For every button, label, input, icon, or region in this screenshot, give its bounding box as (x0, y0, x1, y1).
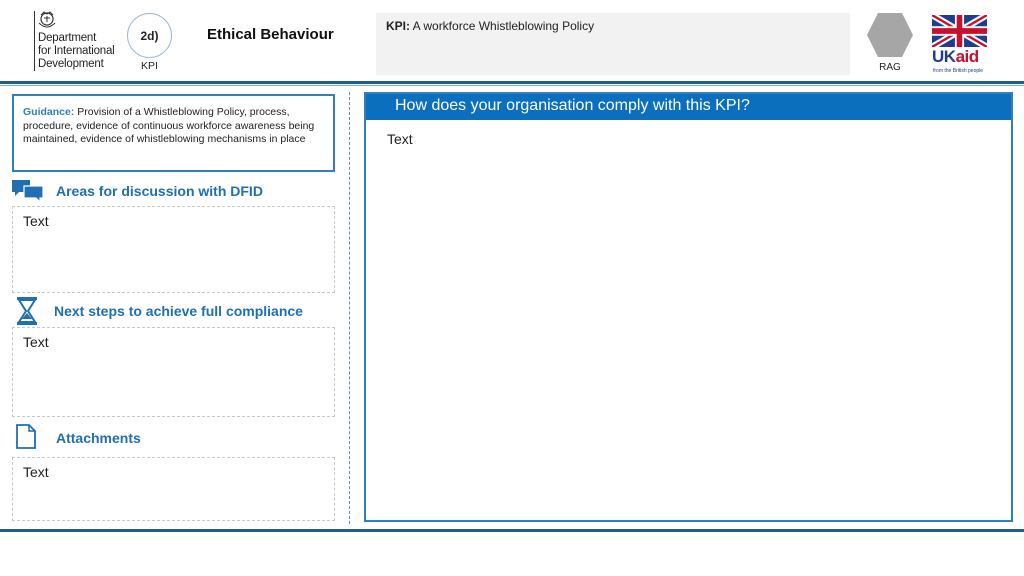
ukaid-logo (932, 15, 988, 77)
attachments-text-box[interactable] (12, 457, 335, 521)
attachments-heading: Attachments (56, 430, 141, 446)
speech-bubbles-icon (11, 179, 44, 203)
kpi-prefix: KPI: (386, 19, 410, 33)
header-divider-thin (0, 85, 1024, 86)
discussion-text-box[interactable] (12, 206, 335, 293)
compliance-panel[interactable] (364, 92, 1013, 522)
ukaid-uk: UK (932, 47, 956, 66)
logo-rule (34, 11, 35, 71)
hourglass-icon (16, 297, 38, 325)
dfid-logo (34, 11, 126, 73)
department-line-3: Development (38, 58, 104, 70)
department-name (38, 32, 115, 71)
page-title: Ethical Behaviour (207, 26, 334, 43)
ukaid-aid: aid (955, 47, 979, 66)
next-steps-text-box[interactable] (12, 327, 335, 417)
guidance-text: Provision of a Whistleblowing Policy, process, procedure, evidence of continuous workforce awareness being maintained, evidence of whistleblowing mechanisms in place (23, 106, 315, 145)
column-divider (349, 92, 350, 524)
compliance-text: Text (387, 131, 413, 147)
header-divider (0, 81, 1024, 84)
discussion-text: Text (23, 213, 49, 229)
department-line-2: for International (38, 45, 115, 57)
kpi-text: A workforce Whistleblowing Policy (412, 19, 595, 33)
kpi-number-badge: 2d) (127, 13, 172, 58)
next-steps-heading: Next steps to achieve full compliance (54, 303, 303, 319)
discussion-heading: Areas for discussion with DFID (56, 183, 263, 199)
attachments-text: Text (23, 464, 49, 480)
union-flag-icon (932, 15, 987, 47)
rag-status-hexagon[interactable] (866, 12, 914, 58)
department-line-1: Department (38, 32, 97, 44)
footer-divider (0, 529, 1024, 532)
kpi-description-box (376, 13, 850, 75)
ukaid-wordmark (932, 48, 979, 66)
guidance-box (12, 94, 335, 172)
next-steps-text: Text (23, 334, 49, 350)
royal-crest-icon (36, 11, 58, 31)
ukaid-tagline: from the British people (933, 68, 984, 74)
rag-label: RAG (879, 62, 901, 73)
compliance-question: How does your organisation comply with this KPI? (366, 94, 1011, 120)
kpi-label: KPI (141, 60, 158, 72)
document-icon (16, 424, 36, 449)
guidance-label: Guidance: (23, 106, 75, 118)
